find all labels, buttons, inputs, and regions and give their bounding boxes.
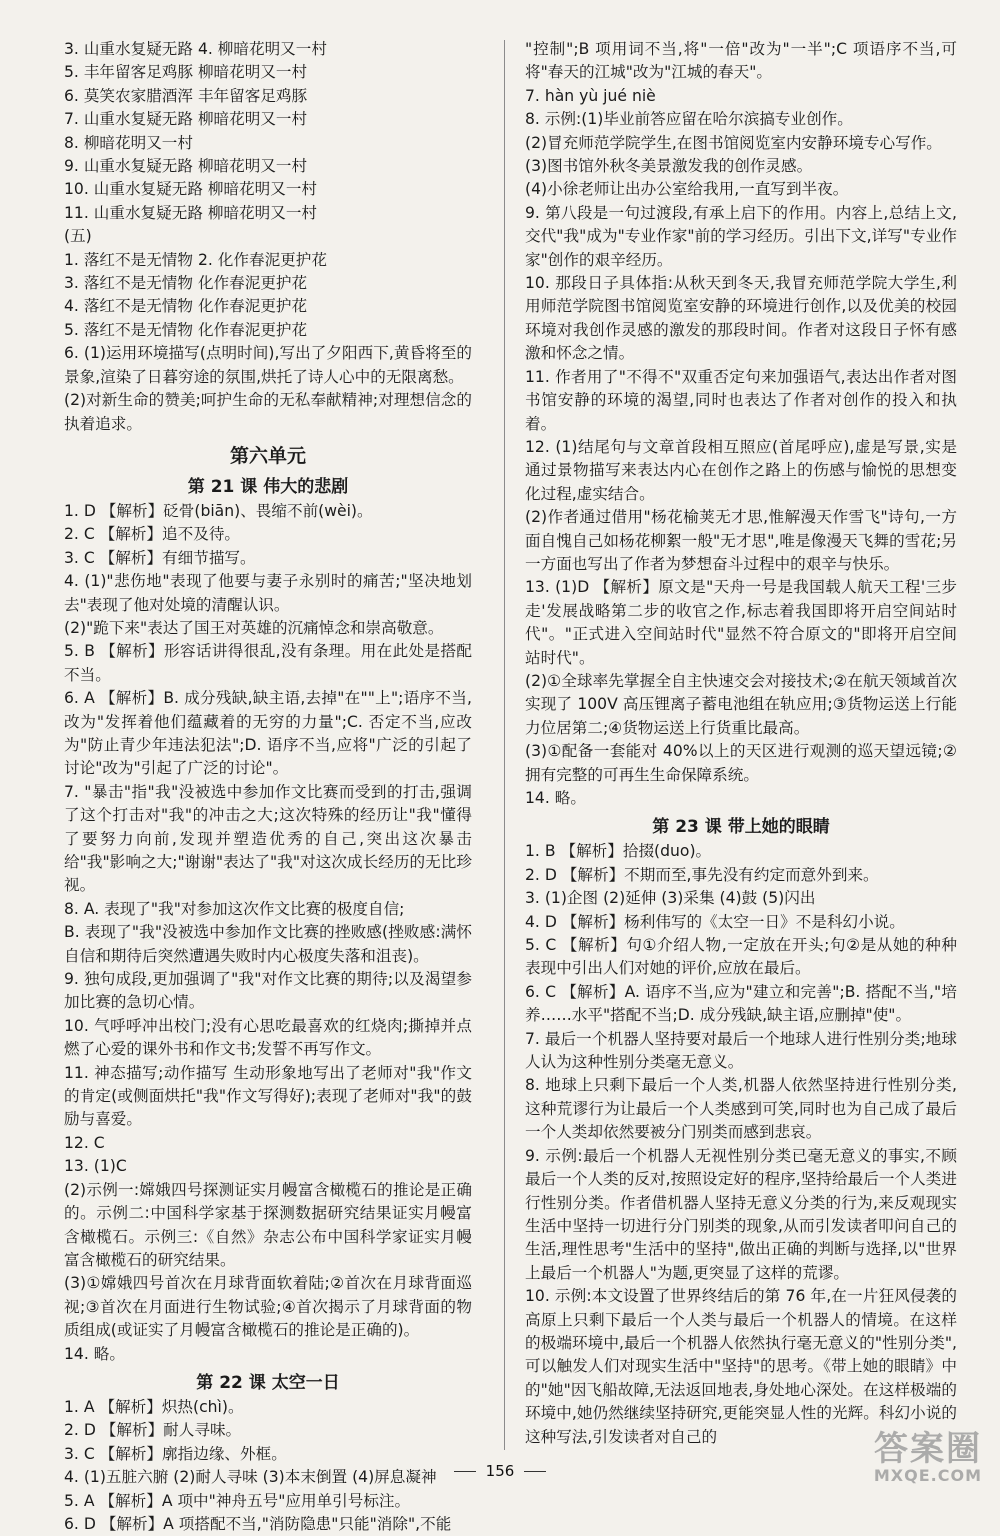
answer-line: 6. (1)运用环境描写(点明时间),写出了夕阳西下,黄昏将至的景象,渲染了日暮穷途的氛围,烘托了诗人心中的无限离愁。 xyxy=(64,344,472,386)
answer-line: 6. D 【解析】A 项搭配不当,"消防隐患"只能"消除",不能 xyxy=(64,1514,452,1533)
answer-line: 1. D 【解析】砭骨(biān)、畏缩不前(wèi)。 xyxy=(64,501,373,520)
lesson-heading: 第 22 课 太空一日 xyxy=(196,1372,340,1393)
answer-line: 9. 山重水复疑无路 柳暗花明又一村 xyxy=(64,157,308,176)
answer-line: 7. 最后一个机器人坚持要对最后一个地球人进行性别分类;地球人认为这种性别分类毫无意义。 xyxy=(525,1029,957,1072)
answer-line: 3. (1)企图 (2)延伸 (3)采集 (4)鼓 (5)闪出 xyxy=(525,889,816,908)
answer-line: (2)对新生命的赞美;呵护生命的无私奉献精神;对理想信念的执着追求。 xyxy=(64,391,472,433)
answer-line: 7. "暴击"指"我"没被选中参加作文比赛而受到的打击,强调了这个打击对"我"的冲击之大;这次特殊的经历让"我"懂得了要努力向前,发现并塑造优秀的自己,突出这次暴击给"我"影响之大;"谢谢"表达了"我"对这次成长经历的无比珍视。 xyxy=(64,782,472,895)
answer-line: 10. 示例:本文设置了世界终结后的第 76 年,在一片狂风侵袭的高原上只剩下最后一个人类与最后一个机器人的情境。在这样的极端环境中,最后一个机器人依然执行毫无意义的"性别分类",可以触发人们对现实生活中"坚持"的思考。《带上她的眼睛》中的"她"因飞船故障,无法返回地表,身处地心深处。在这样极端的环境中,她仍然继续坚持研究,更能突显人性的光辉。科幻小说的这种写法,引发读者对自己的 xyxy=(525,1287,957,1446)
answer-line: (2)①全球率先掌握全自主快速交会对接技术;②在航天领域首次实现了 100V 高压锂离子蓄电池组在轨应用;③货物运送上行能力位居第二;④货物运送上行货重比最高。 xyxy=(525,671,957,737)
watermark xyxy=(874,1421,982,1485)
answer-line: 6. C 【解析】A. 语序不当,应为"建立和完善";B. 搭配不当,"培养……水平"搭配不当;D. 成分残缺,缺主语,应删掉"使"。 xyxy=(525,982,957,1025)
answer-line: 5. B 【解析】形容话讲得很乱,没有条理。用在此处是搭配不当。 xyxy=(64,642,472,684)
answer-line: 10. 那段日子具体指:从秋天到冬天,我冒充师范学院大学生,利用师范学院图书馆阅览室安静的环境进行创作,以及优美的校园环境对我创作灵感的激发的那段时间。作者对这段日子怀有感激和怀念之情。 xyxy=(525,274,957,363)
watermark-logo: 答案圈 xyxy=(874,1429,982,1469)
answer-line: 12. (1)结尾句与文章首段相互照应(首尾呼应),虚是写景,实是通过景物描写来表达内心在创作之路上的伤感与愉悦的思想变化过程,虚实结合。 xyxy=(525,437,957,503)
lesson-heading: 第 21 课 伟大的悲剧 xyxy=(187,476,349,497)
page-number xyxy=(0,1462,1000,1480)
answer-line: 6. 莫笑农家腊酒浑 丰年留客足鸡豚 xyxy=(64,86,308,105)
answer-line: 5. 落红不是无情物 化作春泥更护花 xyxy=(64,320,308,339)
answer-line: (2)"跪下来"表达了国王对英雄的沉痛悼念和崇高敬意。 xyxy=(64,618,444,637)
answer-line: 12. C xyxy=(64,1133,105,1152)
answer-line: (3)①嫦娥四号首次在月球背面软着陆;②首次在月球背面巡视;③首次在月面进行生物试验;④首次揭示了月球背面的物质组成(或证实了月幔富含橄榄石的推论是正确的)。 xyxy=(64,1274,472,1340)
right-column xyxy=(525,38,957,1449)
answer-line: 9. 独句成段,更加强调了"我"对作文比赛的期待;以及渴望参加比赛的急切心情。 xyxy=(64,970,472,1012)
answer-line: 3. C 【解析】廓指边缘、外框。 xyxy=(64,1444,287,1463)
left-column xyxy=(64,38,472,1536)
answer-line: 1. 落红不是无情物 2. 化作春泥更护花 xyxy=(64,250,327,269)
answer-line: 3. C 【解析】有细节描写。 xyxy=(64,548,256,567)
answer-line: (五) xyxy=(64,227,92,246)
page-number-text: 156 xyxy=(485,1462,515,1480)
answer-line: 7. hàn yù jué niè xyxy=(525,86,656,105)
answer-line: 2. C 【解析】追不及待。 xyxy=(64,525,241,544)
unit-heading: 第六单元 xyxy=(229,444,306,467)
answer-line: (3)①配备一套能对 40%以上的天区进行观测的巡天望远镜;②拥有完整的可再生生命保障系统。 xyxy=(525,742,957,784)
page-number-dash-left xyxy=(454,1471,476,1472)
answer-line: 2. D 【解析】耐人寻味。 xyxy=(64,1421,242,1440)
answer-line: 8. A. 表现了"我"对参加这次作文比赛的极度自信; xyxy=(64,899,405,918)
answer-line: 9. 示例:最后一个机器人无视性别分类已毫无意义的事实,不顾最后一个人类的反对,按照设定好的程序,坚持给最后一个人类进行性别分类。作者借机器人坚持无意义分类的行为,来反观现实生活中坚持一切进行分门别类的现象,从而引发读者叩问自己的生活,理性思考"生活中的坚持",做出正确的判断与选择,以"世界上最后一个机器人"为题,更突显了这样的荒谬。 xyxy=(525,1146,957,1282)
lesson-heading: 第 23 课 带上她的眼睛 xyxy=(652,817,830,838)
answer-line: 5. C 【解析】句①介绍人物,一定放在开头;句②是从她的种种表现中引出人们对她的评价,应放在最后。 xyxy=(525,936,957,978)
answer-line: 10. 气呼呼冲出校门;没有心思吃最喜欢的红烧肉;撕掉并点燃了心爱的课外书和作文书;发誓不再写作文。 xyxy=(64,1016,472,1059)
answer-line: 1. B 【解析】拾掇(duo)。 xyxy=(525,842,712,861)
answer-line: 3. 山重水复疑无路 4. 柳暗花明又一村 xyxy=(64,40,327,58)
answer-line: 11. 作者用了"不得不"双重否定句来加强语气,表达出作者对图书馆安静的环境的渴望,同时也表达了作者对创作的投入和执着。 xyxy=(525,367,957,433)
watermark-url: MXQE.COM xyxy=(873,1466,982,1485)
answer-line: 7. 山重水复疑无路 柳暗花明又一村 xyxy=(64,110,308,129)
answer-line: 13. (1)C xyxy=(64,1157,127,1176)
answer-line: 8. 地球上只剩下最后一个人类,机器人依然坚持进行性别分类,这种荒谬行为让最后一个人类感到可笑,同时也为自己成了最后一个人类却依然要被分门别类而感到悲哀。 xyxy=(525,1076,957,1142)
answer-line: 11. 神态描写;动作描写 生动形象地写出了老师对"我"作文的肯定(或侧面烘托"我"作文写得好);表现了老师对"我"的鼓励与喜爱。 xyxy=(64,1063,472,1129)
answer-line: 3. 落红不是无情物 化作春泥更护花 xyxy=(64,274,308,293)
answer-line: 8. 示例:(1)毕业前答应留在哈尔滨搞专业创作。 xyxy=(525,110,853,129)
answer-line: B. 表现了"我"没被选中参加作文比赛的挫败感(挫败感:满怀自信和期待后突然遭遇失败时内心极度失落和沮丧)。 xyxy=(64,923,472,965)
answer-line: 4. D 【解析】杨利伟写的《太空一日》不是科幻小说。 xyxy=(525,912,905,931)
answer-line: 6. A 【解析】B. 成分残缺,缺主语,去掉"在""上";语序不当,改为"发挥着他们蕴藏着的无穷的力量";C. 否定不当,应改为"防止青少年违法犯法";D. 语序不当,应将"广泛的引起了讨论"改为"引起了广泛的讨论"。 xyxy=(64,689,472,778)
answer-line: (2)冒充师范学院学生,在图书馆阅览室内安静环境专心写作。 xyxy=(525,133,942,152)
answer-line: 4. (1)五脏六腑 (2)耐人寻味 (3)本末倒置 (4)屏息凝神 xyxy=(64,1468,437,1487)
answer-line: (2)作者通过借用"杨花榆荚无才思,惟解漫天作雪飞"诗句,一方面自愧自己如杨花柳絮一般"无才思",唯是像漫天飞舞的雪花;另一方面也写出了作者为梦想奋斗过程中的艰辛与快乐。 xyxy=(525,508,957,573)
answer-line: 4. 落红不是无情物 化作春泥更护花 xyxy=(64,297,308,316)
answer-line: 5. 丰年留客足鸡豚 柳暗花明又一村 xyxy=(64,63,308,82)
answer-line: 4. (1)"悲伤地"表现了他要与妻子永别时的痛苦;"坚决地划去"表现了他对处境的清醒认识。 xyxy=(64,572,472,614)
answer-line: 13. (1)D 【解析】原文是"天舟一号是我国载人航天工程'三步走'发展战略第二步的收官之作,标志着我国即将开启空间站时代"。"正式进入空间站时代"显然不符合原文的"即将开启空间站时代"。 xyxy=(525,578,957,667)
answer-line: 8. 柳暗花明又一村 xyxy=(64,133,193,152)
page-number-dash-right xyxy=(524,1471,546,1472)
answer-line: 9. 第八段是一句过渡段,有承上启下的作用。内容上,总结上文,交代"我"成为"专业作家"前的学习经历。引出下文,详写"专业作家"创作的艰辛经历。 xyxy=(525,203,957,269)
answer-line: 14. 略。 xyxy=(525,789,586,807)
answer-line: 1. A 【解析】炽热(chì)。 xyxy=(64,1397,244,1416)
answer-line: (2)示例一:嫦娥四号探测证实月幔富含橄榄石的推论是正确的。示例二:中国科学家基于探测数据研究结果证实月幔富含橄榄石。示例三:《自然》杂志公布中国科学家证实月幔富含橄榄石的研究结果。 xyxy=(64,1180,472,1269)
answer-line: 10. 山重水复疑无路 柳暗花明又一村 xyxy=(64,180,318,199)
answer-line: 2. D 【解析】不期而至,事先没有约定而意外到来。 xyxy=(525,865,879,884)
answer-line: 11. 山重水复疑无路 柳暗花明又一村 xyxy=(64,203,318,222)
answer-line: (3)图书馆外秋冬美景激发我的创作灵感。 xyxy=(525,157,813,176)
answer-line: 5. A 【解析】A 项中"神舟五号"应用单引号标注。 xyxy=(64,1491,411,1510)
column-divider xyxy=(504,40,505,1450)
answer-line: "控制";B 项用词不当,将"一倍"改为"一半";C 项语序不当,可将"春天的江城"改为"江城的春天"。 xyxy=(525,40,957,82)
answer-line: (4)小徐老师让出办公室给我用,一直写到半夜。 xyxy=(525,180,849,199)
answer-line: 14. 略。 xyxy=(64,1344,125,1363)
